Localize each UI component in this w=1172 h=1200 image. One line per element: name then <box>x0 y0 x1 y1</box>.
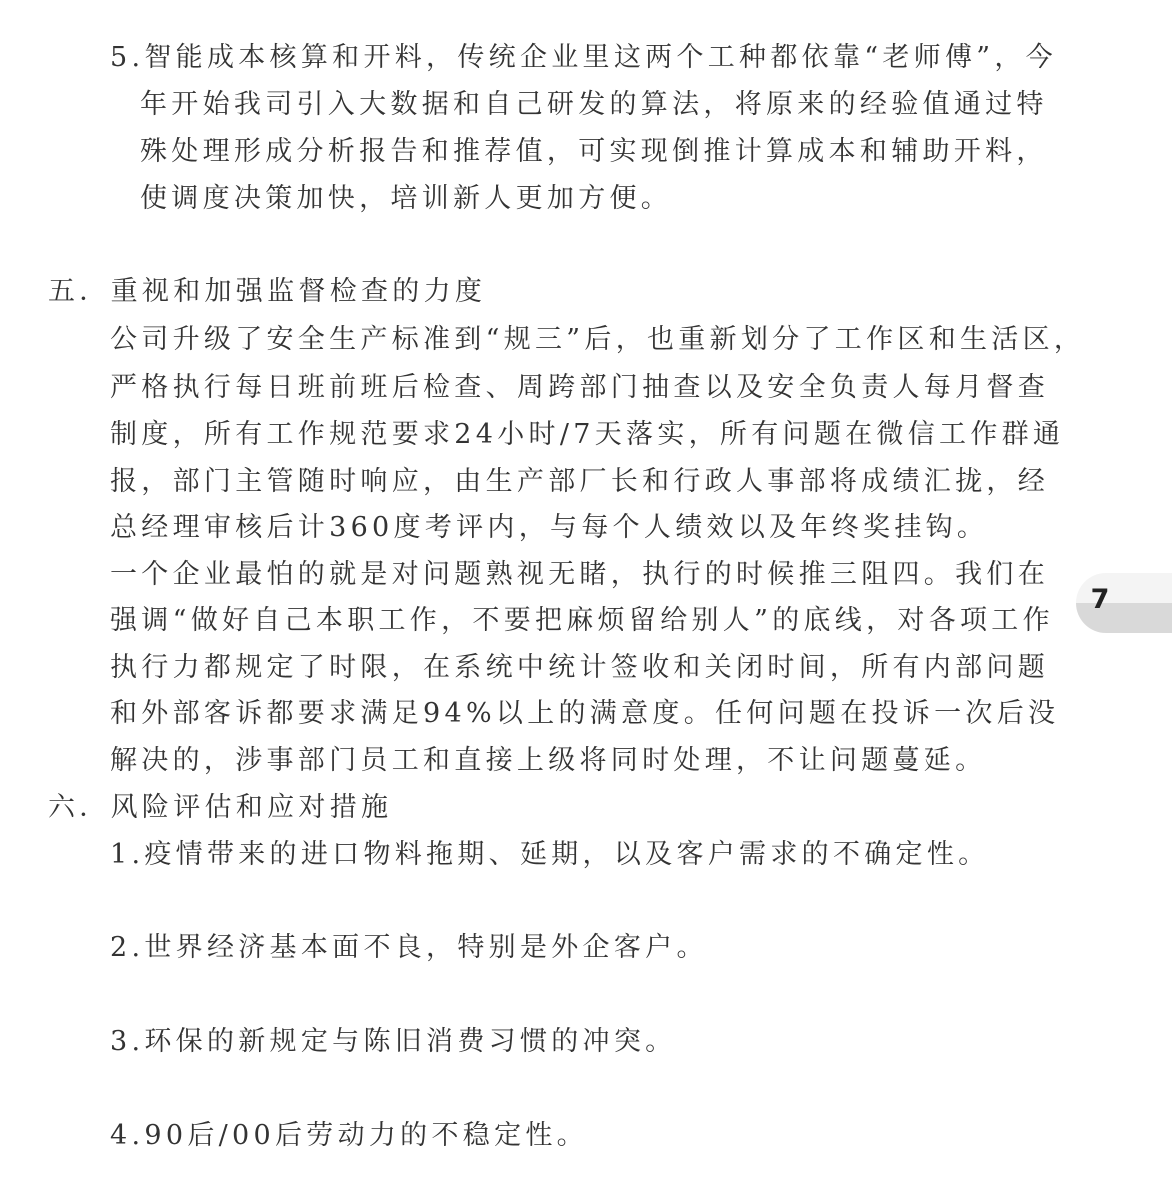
paragraph-line: 和外部客诉都要求满足94%以上的满意度。任何问题在投诉一次后没 <box>110 698 1060 729</box>
paragraph-line: 总经理审核后计360度考评内，与每个人绩效以及年终奖挂钩。 <box>110 512 989 543</box>
paragraph-line: 一个企业最怕的就是对问题熟视无睹，执行的时候推三阻四。我们在 <box>110 559 1049 590</box>
paragraph-line: 5.智能成本核算和开料，传统企业里这两个工种都依靠“老师傅”，今 <box>110 42 1057 73</box>
list-item: 1.疫情带来的进口物料拖期、延期，以及客户需求的不确定性。 <box>110 839 990 870</box>
section-heading-6: 六．风险评估和应对措施 <box>48 792 393 823</box>
list-item: 4.90后/00后劳动力的不稳定性。 <box>110 1120 588 1151</box>
page-number: 7 <box>1090 584 1110 615</box>
paragraph-line: 制度，所有工作规范要求24小时/7天落实，所有问题在微信工作群通 <box>110 419 1065 450</box>
paragraph-line: 殊处理形成分析报告和推荐值，可实现倒推计算成本和辅助开料， <box>140 136 1048 167</box>
paragraph-line: 报，部门主管随时响应，由生产部厂长和行政人事部将成绩汇拢，经 <box>110 466 1049 497</box>
paragraph-line: 公司升级了安全生产标准到“规三”后，也重新划分了工作区和生活区， <box>110 324 1086 355</box>
paragraph-line: 强调“做好自己本职工作，不要把麻烦留给别人”的底线，对各项工作 <box>110 605 1054 636</box>
paragraph-line: 执行力都规定了时限，在系统中统计签收和关闭时间，所有内部问题 <box>110 652 1049 683</box>
paragraph-line: 严格执行每日班前班后检查、周跨部门抽查以及安全负责人每月督查 <box>110 372 1049 403</box>
list-item: 3.环保的新规定与陈旧消费习惯的冲突。 <box>110 1026 677 1057</box>
paragraph-line: 使调度决策加快，培训新人更加方便。 <box>140 183 673 214</box>
list-item: 2.世界经济基本面不良，特别是外企客户。 <box>110 932 708 963</box>
paragraph-line: 解决的，涉事部门员工和直接上级将同时处理，不让问题蔓延。 <box>110 745 987 776</box>
paragraph-line: 年开始我司引入大数据和自己研发的算法，将原来的经验值通过特 <box>140 89 1048 120</box>
section-heading-5: 五．重视和加强监督检查的力度 <box>48 276 487 307</box>
